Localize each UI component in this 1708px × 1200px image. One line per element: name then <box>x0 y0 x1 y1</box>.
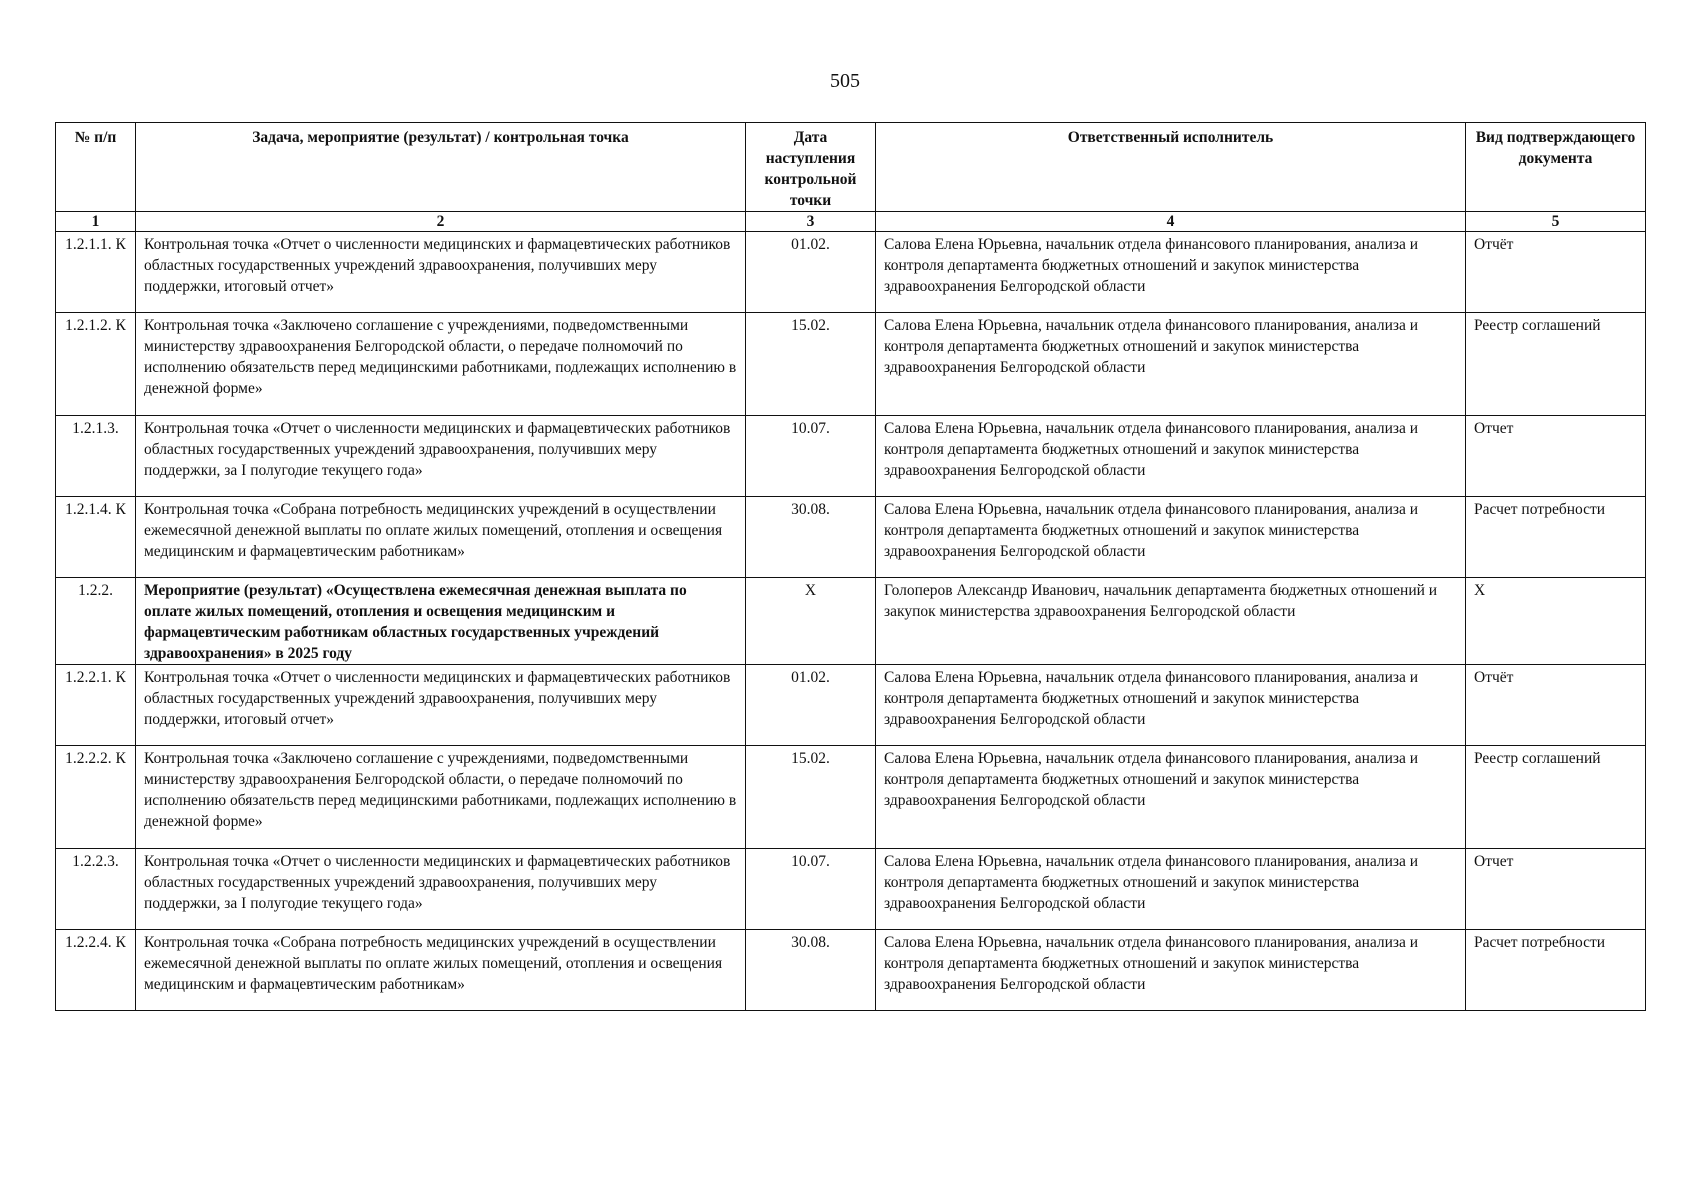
row-responsible: Салова Елена Юрьевна, начальник отдела финансового планирования, анализа и контроля департамента бюджетных отношений и закупок министерства здравоохранения Белгородской области <box>876 746 1466 849</box>
table-header <box>56 123 1646 232</box>
row-document-type: Реестр соглашений <box>1466 313 1646 416</box>
row-task: Контрольная точка «Собрана потребность медицинских учреждений в осуществлении ежемесячной денежной выплаты по оплате жилых помещений, отопления и освещения медицинским и фармацевтическим работникам» <box>136 497 746 578</box>
row-number: 1.2.2.3. <box>56 849 136 930</box>
row-responsible: Салова Елена Юрьевна, начальник отдела финансового планирования, анализа и контроля департамента бюджетных отношений и закупок министерства здравоохранения Белгородской области <box>876 849 1466 930</box>
page-number: 505 <box>830 70 860 92</box>
row-number: 1.2.1.4. К <box>56 497 136 578</box>
table-row <box>56 578 1646 665</box>
row-number: 1.2.1.2. К <box>56 313 136 416</box>
row-task: Контрольная точка «Заключено соглашение с учреждениями, подведомственными министерству здравоохранения Белгородской области, о передаче полномочий по исполнению обязательств перед медицинскими работниками, подлежащих исполнению в денежной форме» <box>136 746 746 849</box>
row-responsible: Салова Елена Юрьевна, начальник отдела финансового планирования, анализа и контроля департамента бюджетных отношений и закупок министерства здравоохранения Белгородской области <box>876 665 1466 746</box>
column-number-row <box>56 212 1646 232</box>
header-task: Задача, мероприятие (результат) / контрольная точка <box>136 123 746 212</box>
column-number: 1 <box>56 212 136 232</box>
row-number: 1.2.1.3. <box>56 416 136 497</box>
row-responsible: Голоперов Александр Иванович, начальник департамента бюджетных отношений и закупок министерства здравоохранения Белгородской области <box>876 578 1466 665</box>
table-row <box>56 416 1646 497</box>
row-date: 30.08. <box>746 930 876 1011</box>
header-date: Дата наступления контрольной точки <box>746 123 876 212</box>
row-responsible: Салова Елена Юрьевна, начальник отдела финансового планирования, анализа и контроля департамента бюджетных отношений и закупок министерства здравоохранения Белгородской области <box>876 232 1466 313</box>
row-responsible: Салова Елена Юрьевна, начальник отдела финансового планирования, анализа и контроля департамента бюджетных отношений и закупок министерства здравоохранения Белгородской области <box>876 930 1466 1011</box>
row-number: 1.2.2. <box>56 578 136 665</box>
table-row <box>56 930 1646 1011</box>
row-date: 01.02. <box>746 665 876 746</box>
header-responsible: Ответственный исполнитель <box>876 123 1466 212</box>
column-number: 5 <box>1466 212 1646 232</box>
row-document-type: Отчет <box>1466 416 1646 497</box>
row-date: 10.07. <box>746 849 876 930</box>
row-task: Контрольная точка «Отчет о численности медицинских и фармацевтических работников областных государственных учреждений здравоохранения, получивших меру поддержки, итоговый отчет» <box>136 665 746 746</box>
row-number: 1.2.2.1. К <box>56 665 136 746</box>
table-row <box>56 313 1646 416</box>
row-document-type: Отчет <box>1466 849 1646 930</box>
row-task: Мероприятие (результат) «Осуществлена ежемесячная денежная выплата по оплате жилых помещений, отопления и освещения медицинским и фармацевтическим работникам областных государственных учреждений здравоохранения» в 2025 году <box>136 578 746 665</box>
row-document-type: Отчёт <box>1466 232 1646 313</box>
table-row <box>56 232 1646 313</box>
header-num: № п/п <box>56 123 136 212</box>
row-document-type: Расчет потребности <box>1466 497 1646 578</box>
row-task: Контрольная точка «Собрана потребность медицинских учреждений в осуществлении ежемесячной денежной выплаты по оплате жилых помещений, отопления и освещения медицинским и фармацевтическим работникам» <box>136 930 746 1011</box>
row-responsible: Салова Елена Юрьевна, начальник отдела финансового планирования, анализа и контроля департамента бюджетных отношений и закупок министерства здравоохранения Белгородской области <box>876 313 1466 416</box>
column-number: 3 <box>746 212 876 232</box>
table-body <box>56 232 1646 1011</box>
row-date: 15.02. <box>746 313 876 416</box>
row-document-type: Х <box>1466 578 1646 665</box>
row-document-type: Отчёт <box>1466 665 1646 746</box>
table-row <box>56 746 1646 849</box>
row-responsible: Салова Елена Юрьевна, начальник отдела финансового планирования, анализа и контроля департамента бюджетных отношений и закупок министерства здравоохранения Белгородской области <box>876 497 1466 578</box>
row-task: Контрольная точка «Заключено соглашение с учреждениями, подведомственными министерству здравоохранения Белгородской области, о передаче полномочий по исполнению обязательств перед медицинскими работниками, подлежащих исполнению в денежной форме» <box>136 313 746 416</box>
row-date: Х <box>746 578 876 665</box>
column-number: 2 <box>136 212 746 232</box>
row-date: 15.02. <box>746 746 876 849</box>
row-number: 1.2.2.2. К <box>56 746 136 849</box>
table-row <box>56 665 1646 746</box>
row-date: 30.08. <box>746 497 876 578</box>
row-date: 10.07. <box>746 416 876 497</box>
table-row <box>56 497 1646 578</box>
row-responsible: Салова Елена Юрьевна, начальник отдела финансового планирования, анализа и контроля департамента бюджетных отношений и закупок министерства здравоохранения Белгородской области <box>876 416 1466 497</box>
row-number: 1.2.2.4. К <box>56 930 136 1011</box>
header-row <box>56 123 1646 212</box>
row-task: Контрольная точка «Отчет о численности медицинских и фармацевтических работников областных государственных учреждений здравоохранения, получивших меру поддержки, за I полугодие текущего года» <box>136 849 746 930</box>
header-doc: Вид подтверждающего документа <box>1466 123 1646 212</box>
row-document-type: Расчет потребности <box>1466 930 1646 1011</box>
table-row <box>56 849 1646 930</box>
row-document-type: Реестр соглашений <box>1466 746 1646 849</box>
row-task: Контрольная точка «Отчет о численности медицинских и фармацевтических работников областных государственных учреждений здравоохранения, получивших меру поддержки, итоговый отчет» <box>136 232 746 313</box>
control-points-table <box>55 122 1646 1011</box>
row-number: 1.2.1.1. К <box>56 232 136 313</box>
row-task: Контрольная точка «Отчет о численности медицинских и фармацевтических работников областных государственных учреждений здравоохранения, получивших меру поддержки, за I полугодие текущего года» <box>136 416 746 497</box>
row-date: 01.02. <box>746 232 876 313</box>
column-number: 4 <box>876 212 1466 232</box>
